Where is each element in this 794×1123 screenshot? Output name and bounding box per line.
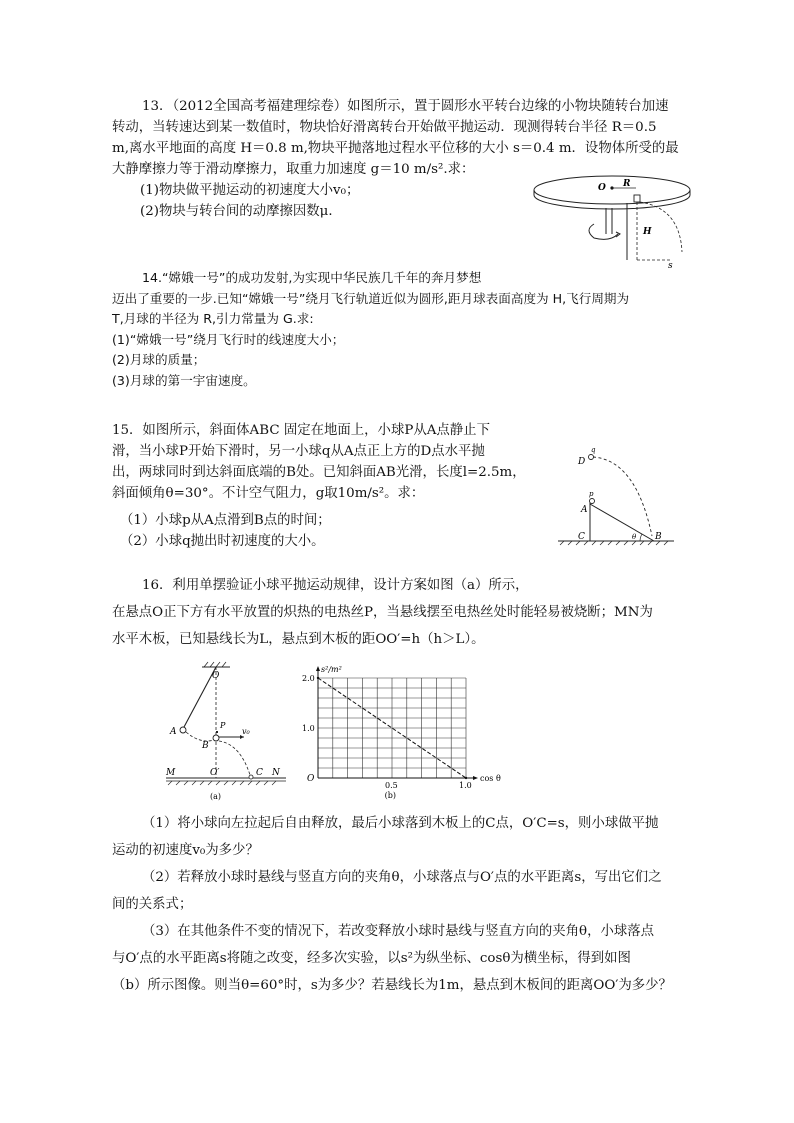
q14-stem: [112, 268, 629, 391]
fig-label-A: A: [170, 727, 177, 737]
fig-label-O: O: [598, 183, 606, 193]
q13-turntable-figure: [530, 168, 700, 274]
text-line: 迈出了重要的一步.已知“嫦娥一号”绕月飞行轨道近似为圆形,距月球表面高度为 H,飞行周期为: [112, 290, 630, 306]
text-line: T,月球的半径为 R,引力常量为 G.求:: [112, 311, 314, 326]
fig-label-O-prime: O′: [210, 768, 220, 778]
fig-label-N: N: [272, 768, 280, 778]
fig-label-A: A: [581, 505, 588, 515]
q16-stem: [112, 572, 653, 653]
x-axis-arrow: [473, 776, 478, 780]
text-line: 13．（2012全国高考福建理综卷）如图所示，置于圆形水平转台边缘的小物块随转台加速: [142, 99, 669, 114]
text-line: 间的关系式；: [112, 897, 193, 912]
fig-label-C: C: [256, 768, 263, 778]
text-line: 转动，当转速达到某一数值时，物块恰好滑离转台开始做平抛运动．现测得转台半径 R＝0.5: [112, 120, 657, 135]
chart-y-axis-label: s²/m²: [321, 665, 342, 674]
text-line: m,离水平地面的高度 H＝0.8 m,物块平抛落地过程水平位移的大小 s＝0.4 m．设物体所受的最: [112, 141, 679, 156]
q16-pendulum-figure-a: [160, 660, 290, 810]
data-point: [465, 777, 467, 779]
fig-label-D: D: [578, 457, 586, 467]
x-tick-label: 0.5: [385, 781, 398, 790]
fig-label-theta: θ: [632, 533, 637, 541]
text-line: 16．利用单摆验证小球平抛运动规律，设计方案如图（a）所示，: [142, 578, 529, 593]
text-line: 出，两球同时到达斜面底端的B处。已知斜面AB光滑，长度l=2.5m，: [112, 465, 526, 480]
text-line: (1)物块做平抛运动的初速度大小v₀；: [140, 183, 360, 198]
text-line: 水平木板，已知悬线长为L，悬点到木板的距OO′=h（h＞L）。: [112, 632, 485, 647]
fig-label-P: P: [220, 721, 226, 730]
text-line: 14.“嫦娥一号”的成功发射,为实现中华民族几千年的奔月梦想: [142, 270, 482, 285]
text-line: （b）所示图像。则当θ=60°时，s为多少？若悬线长为1m，悬点到木板间的距离OO′为多少？: [112, 978, 672, 993]
s2-vs-cos-theta-chart: [296, 660, 506, 810]
q16-parts: [112, 810, 672, 999]
text-line: 15．如图所示，斜面体ABC 固定在地面上，小球P从A点静止下: [112, 423, 490, 438]
q15-incline-figure: [556, 448, 680, 552]
text-line: (2)物块与转台间的动摩擦因数μ．: [140, 204, 342, 219]
text-line: （3）在其他条件不变的情况下，若改变释放小球时悬线与竖直方向的夹角θ，小球落点: [142, 924, 655, 939]
text-line: 大静摩擦力等于滑动摩擦力，取重力加速度 g＝10 m/s².求：: [112, 162, 475, 177]
text-line: (2)月球的质量；: [112, 352, 206, 367]
text-line: 在悬点O正下方有水平放置的炽热的电热丝P，当悬线摆至电热丝处时能轻易被烧断；MN为: [112, 605, 653, 620]
text-line: 斜面倾角θ=30°。不计空气阻力，g取10m/s²。求：: [112, 486, 425, 501]
figure-caption-b: (b): [384, 791, 396, 800]
q13-subquestions: [140, 180, 359, 222]
x-tick-label: 1.0: [459, 781, 472, 790]
fig-label-O: O: [212, 671, 220, 681]
figure-caption-a: (a): [210, 792, 222, 801]
fig-label-R: R: [623, 179, 631, 189]
chart-x-axis-label: cos θ: [480, 774, 501, 783]
fig-label-C: C: [578, 532, 585, 542]
chart-origin-label: O: [307, 774, 315, 784]
fig-label-H: H: [643, 227, 652, 237]
text-line: （1）小球p从A点滑到B点的时间；: [120, 513, 331, 528]
fig-label-v0: v₀: [242, 727, 250, 736]
fig-label-B: B: [202, 741, 209, 751]
text-line: （1）将小球向左拉起后自由释放，最后小球落到木板上的C点，O′C=s，则小球做平抛: [142, 816, 659, 831]
text-line: (1)“嫦娥一号”绕月飞行时的线速度大小；: [112, 331, 345, 347]
fig-label-B: B: [655, 532, 662, 542]
fig-label-p: p: [589, 490, 594, 498]
text-line: (3)月球的第一宇宙速度。: [112, 372, 256, 388]
data-point: [317, 677, 319, 679]
y-axis-arrow: [316, 666, 320, 671]
text-line: 滑，当小球P开始下滑时，另一小球q从A点正上方的D点水平抛: [112, 444, 485, 459]
fig-label-M: M: [166, 768, 176, 778]
y-tick-label: 2.0: [302, 674, 315, 683]
text-line: （2）小球q抛出时初速度的大小。: [120, 534, 325, 549]
y-tick-label: 1.0: [302, 724, 315, 733]
fig-label-q: q: [591, 446, 596, 454]
text-line: 与O′点的水平距离s将随之改变，经多次实验，以s²为纵坐标、cosθ为横坐标，得到如图: [112, 951, 631, 966]
text-line: 运动的初速度v₀为多少？: [112, 843, 259, 858]
text-line: （2）若释放小球时悬线与竖直方向的夹角θ，小球落点与O′点的水平距离s，写出它们之: [142, 870, 662, 885]
q15-subquestions: [120, 510, 331, 552]
q15-stem: [112, 420, 526, 504]
fig-label-s: s: [668, 261, 673, 271]
